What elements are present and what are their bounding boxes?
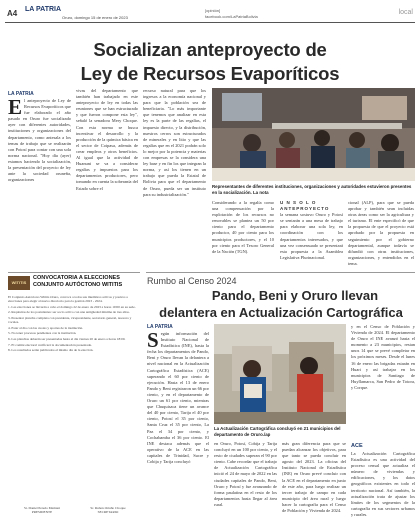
issue-date: Oruro, domingo 15 de enero de 2023	[62, 15, 128, 20]
convocatoria-title-line1: CONVOCATORIA A ELECCIONES	[33, 275, 120, 281]
story2-column-3: más gran diferencia para que se puedan alcanzar los objetivos, para que tanto se pueda concluir en agosto del 2023. La oficina del Instituto Nacional de Estadística (INE) en Oruro prevé concluir con la ACE en el departamento en junio de este año, para luego realizar un tercer trabajo de campo en cada municipio del área rural y luego hacer la cartografía para el Censo de Población y Vivienda de 2024.	[282, 441, 346, 514]
story1-column-4: Considerando a la regalía como una compensación por la explotación de los recursos no renovables se plantea un 50 por ciento para el departamento productor, 40 por ciento para los municipios productores, y el 10 por ciento para el Tesoro General de la Nación (TGN).	[212, 200, 274, 254]
signature2-name: Sr. Ruben Ortuño Choque	[90, 506, 126, 510]
convocatoria-body	[8, 295, 140, 500]
convocatoria-signature-2	[78, 506, 138, 514]
header-rule	[5, 22, 415, 23]
story1-photo	[212, 88, 415, 181]
story2-column-2: en Oruro, Potosí, Cobija y Tarija concluyó en un 100 por ciento, y el resto de ciudades superan el 90 por ciento. Cabe recordar que el trabajo de Actualización Cartográfica inició el 24 de mayo de 2022 en las ciudades capitales de Pando, Beni, Oruro y Potosí y fue avanzando de forma paulatina en el resto de los departamentos hasta llegar al área rural.	[214, 441, 277, 507]
convocatoria-title-line2: CONJUNTO AUTÓCTONO WITITIS	[33, 282, 123, 288]
signature1-name: Sr. Daniel Peredo Mamani	[24, 506, 60, 510]
story1-subhead: U N S O L O ANTEPROYECTO	[280, 200, 330, 212]
convocatoria-paragraph: 4. Estar al día con las cuotas y aportes de la institución.	[8, 325, 84, 330]
cartography-photo-illustration	[214, 324, 346, 424]
story1-headline-line2: Ley de Recursos Evaporíticos	[80, 63, 340, 84]
convocatoria-signature-1	[12, 506, 72, 514]
story1-col5-text: la semana sostuvo Oruro y Potosí se sentarán a una mesa de trabajo para elaborar una sola ley, en coordinación con los departamentos interesados, y que una vez consensuado se presentará esta propuesta a la Asamblea Legislativa Plurinacional.	[280, 212, 343, 260]
story1-dropcap: E	[8, 98, 23, 119]
story2-subhead-ace: ACE	[351, 443, 363, 449]
wititis-logo: WITITIS	[8, 276, 30, 290]
convocatoria-box	[8, 272, 140, 523]
story2-section-tag: LA PATRIA	[147, 324, 173, 330]
convocatoria-title	[33, 275, 141, 289]
convocatoria-paragraph: 2. Requisitos de los postulantes: ser socio activo con una antigüedad mínima de tres años.	[8, 310, 130, 315]
story2-kicker: Rumbo al Censo 2024	[147, 276, 237, 286]
story2-headline-line1: Pando, Beni y Oruro llevan	[211, 288, 379, 303]
story2-rule	[146, 272, 415, 273]
convocatoria-paragraph: 1. Las elecciones se llevarán a cabo el domingo 22 de enero de 2023 a horas 10:00 en su sede.	[8, 304, 136, 309]
convocatoria-paragraph: 8. Los resultados serán publicados el mismo día de la elección.	[8, 348, 94, 353]
story1-photo-caption: Representantes de diferentes instituciones, organizaciones y autoridades estuvieron presentes en la socialización. La nota	[212, 184, 412, 195]
newspaper-logo: LA PATRIA	[25, 6, 62, 13]
story2-headline-line2: delantera en Actualización Cartográfica	[159, 305, 403, 320]
story2-column-5: La Actualización Cartográfica Estadística es una actividad del proceso censal que actualiza el número de viviendas y edificaciones, y los datos geográficos existentes en todo el territorio nacional. Así también, la actualización trata de ajustar los límites de los segmentos de la cartografía en sus sectores urbanos y rurales.	[351, 451, 415, 517]
meeting-photo-illustration	[212, 88, 415, 181]
story1-section-tag: LA PATRIA	[8, 91, 34, 97]
convocatoria-paragraph: 7. El comité electoral verificará la documentación presentada.	[8, 342, 92, 347]
signature1-role: PRESIDENTE	[31, 510, 53, 515]
facebook-link: facebook.com/LaPatriaBolivia	[205, 14, 258, 19]
story2-column-4: y en el Censo de Población y Vivienda de 2024. El departamento de Oruro el INE avanzó hasta el momento a 23 municipios, restan unos 14 que se prevé completar en los próximos meses. Desde el lunes 16 de enero las brigadas estarán en Huari y así trabajar en los municipios de Santiago de Huyllamarca, San Pedro de Totora, y Corque.	[351, 324, 415, 390]
convocatoria-paragraph: 3. Presentar plancha completa con presidente, vicepresidente, secretario general, tesorero y vocales.	[8, 315, 132, 325]
convocatoria-paragraph: 6. Las planchas deberán ser presentadas hasta el día viernes 20 de enero a horas 18:00.	[8, 336, 126, 341]
section-label: local	[398, 9, 413, 16]
convocatoria-paragraph: 5. No tener procesos pendientes con la institución.	[8, 331, 77, 336]
story2-dropcap: S	[147, 331, 159, 352]
story1-column-2: vivas del departamento que también han trabajado en este anteproyecto de ley en todas las reuniones que se han estructurado y que fueron compone esta ley", señaló la senadora Mery Choque. Con esta norma se busca incentivar el desarrollo y la producción de la química básica en el sector de Coipasa, además de crear empleos y otros beneficios. Al igual que la actividad de Huanuni se va a considerar regalías y impuestos para los departamentos productores, pero tomando en cuenta la soberanía del Estado sobre el	[76, 88, 138, 191]
story1-col1-text: l anteproyecto de Ley de Recursos Evaporíticos que fue elaborado el año pasado en Oruro fue socializado ayer con diferentes autoridades, instituciones y organizaciones del departamento, como antesala a los temas de trabajo que se realizarán con Potosí para contar con una sola norma nacional. "Hoy día (ayer) estamos haciendo la socialización, la presentación del proyecto de ley ante la sociedad oruneña, organizaciones	[8, 98, 71, 183]
page-number: A4	[7, 9, 18, 18]
story1-column-3: recurso natural para que los ingresos a la economía nacional y para que la población sea de beneficiaria. "Lo más importante que tenemos que analizar en esta ley es la parte de las regalías, el impuesto directo, y la distribución, nuestros cerros son estructurados de minerales y en litio y que las regalías que en el 2021 podrán solo lo mejor por la potencia y materias con empresas se la considera una ley base y en fin los que integran la norma, y así los tienen en un trabajo que pueda la Estatal de Bolivia para que el departamento de Oruro, pueda ser un instituto para su industrialización."	[143, 88, 206, 197]
story1-column-1	[8, 98, 71, 270]
story1-column-6: cional (ALP), para que se pueda aprobar y también sean incluidas otras áreas como ser la agricultura y el turismo. El ente especificó de que la propuesta de que el proyecto está aprobado por la propuesta en seguimiento por el gobierno departamental, aunque todavía se difundió con otras instituciones, organizaciones, y entendidos en el tema.	[348, 200, 414, 266]
story2-photo	[214, 324, 346, 424]
story1-headline-line1: Socializan anteproyecto de	[93, 39, 327, 60]
story2-column-1	[147, 331, 209, 522]
opinion-link: [opinión]	[205, 8, 221, 13]
convocatoria-paragraph: El Conjunto Autóctono Wititis Oruro, convoca a todos sus miembros activos y pasivos a elecciones para elegir al nuevo directorio para la gestión 2023 - 2024.	[8, 295, 128, 304]
story1-column-5	[280, 200, 343, 270]
signature2-role: SECRETARIO	[97, 510, 119, 515]
story2-col1-text: egún información del Instituto Nacional de Estadística (INE), hasta la fecha los departamentos de Pando, Beni y Oruro llevan la delantera a nivel nacional en la Actualización Cartográfica Estadística (ACE) superando el 60 por ciento de ejecución. Hasta el 13 de enero Pando y Beni registraron un 66 por ciento, y en el departamento de Oruro un 61 por ciento, mientras que Chuquisaca tiene un avance del 40 por ciento, Tarija el 40 por ciento, Potosí el 35 por ciento, Santa Cruz el 35 por ciento, La Paz el 34 por ciento, y Cochabamba el 36 por ciento. El INE destaca además que el operativo de la ACE en las capitales de Trinidad, Sucre y Cobija y Tarija concluyó	[147, 331, 209, 464]
story2-photo-caption: La Actualización Cartográfica concluyó en 21 municipios del departamento de Oruro./ap	[214, 426, 341, 437]
